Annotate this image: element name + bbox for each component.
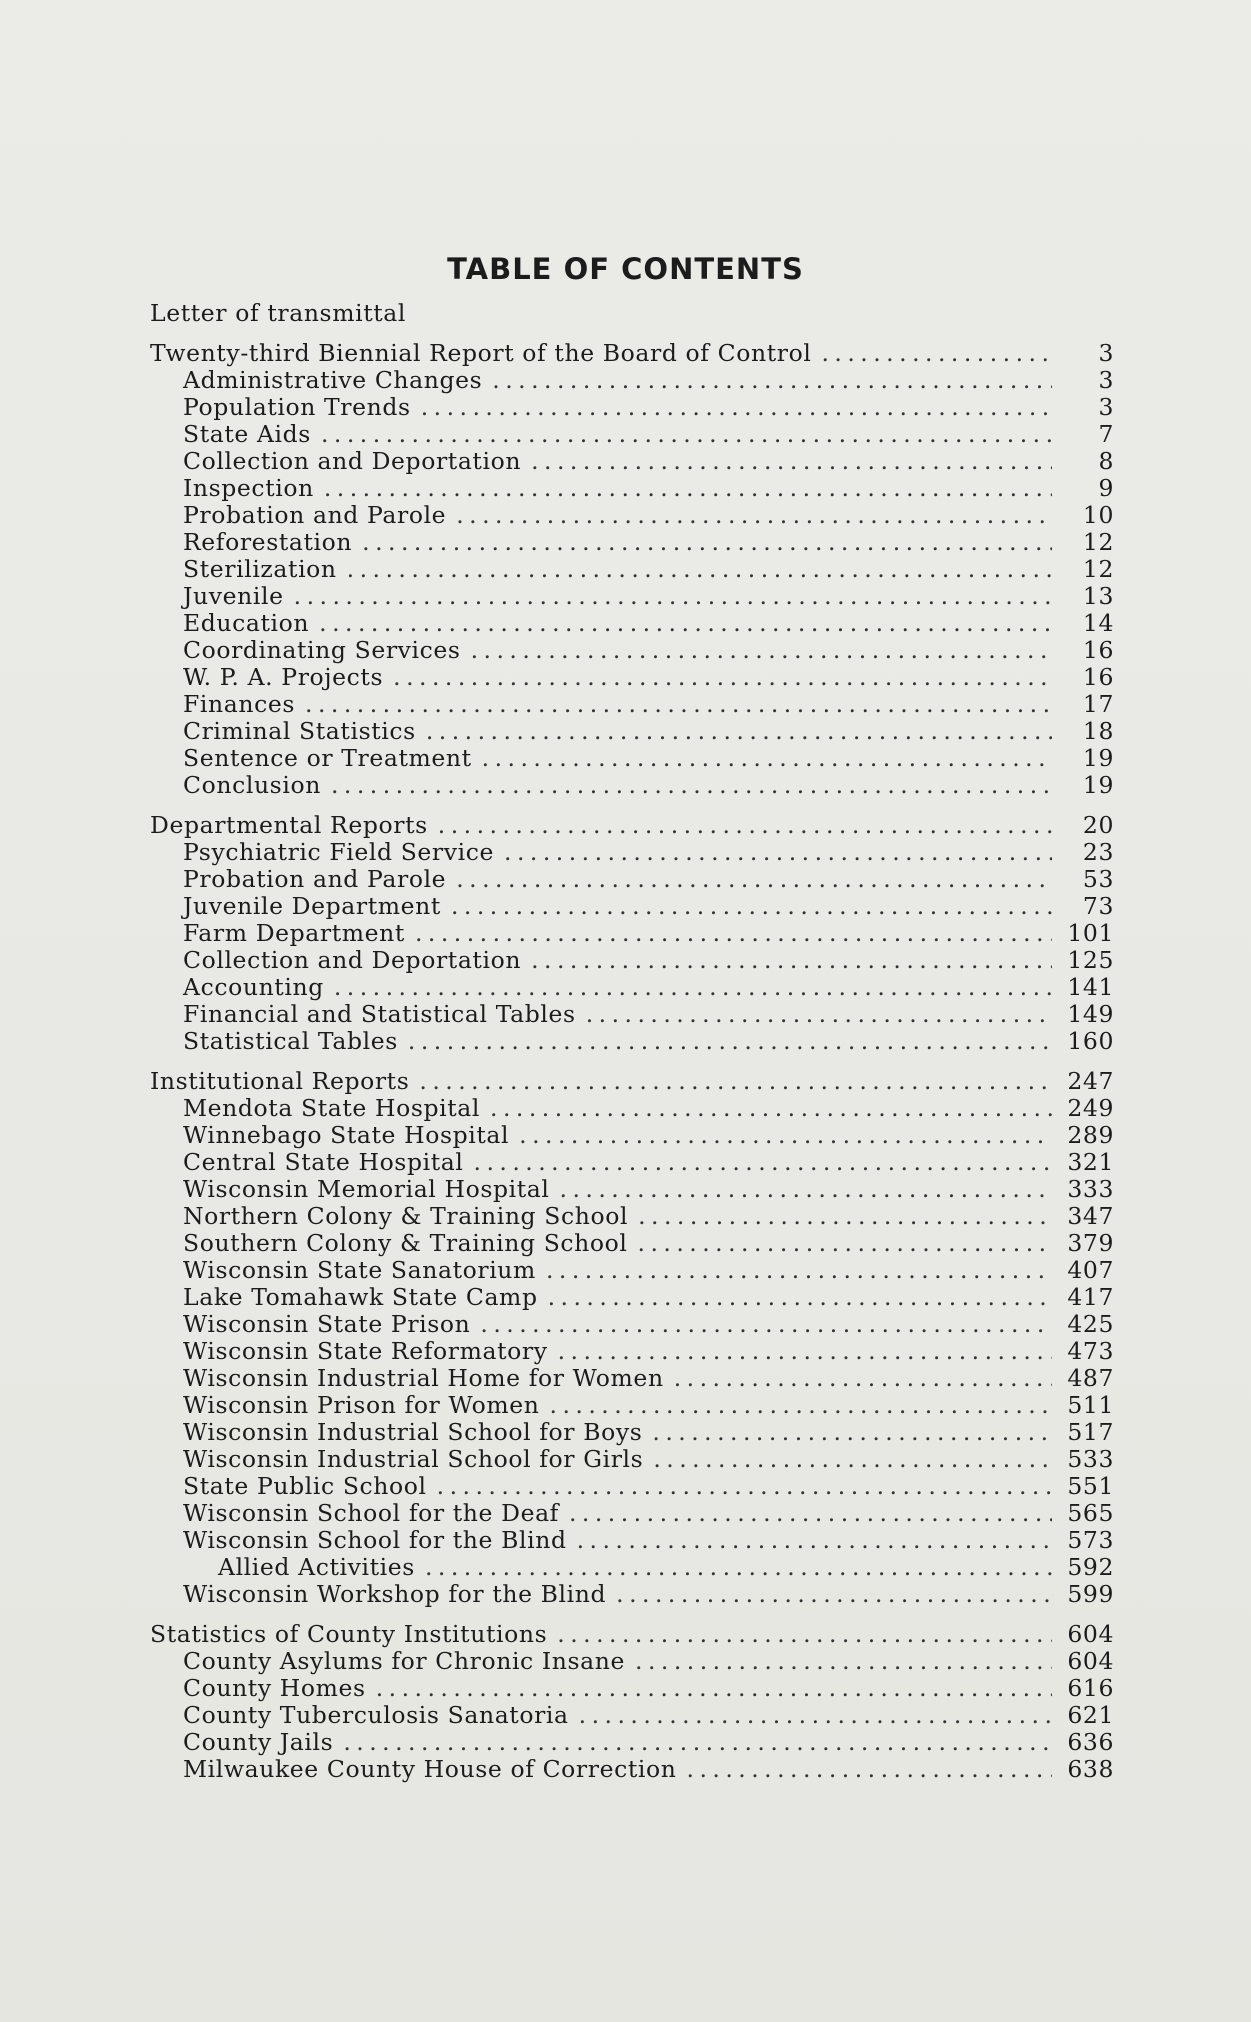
toc-entry-label: Central State Hospital <box>183 1148 464 1176</box>
toc-entry <box>150 839 1114 866</box>
toc-entry <box>150 475 1114 502</box>
toc-page-number: 249 <box>1067 1094 1114 1122</box>
leader-dots <box>474 1149 1052 1176</box>
toc-entry-label: Probation and Parole <box>183 865 447 893</box>
toc-section-heading <box>150 1621 1114 1648</box>
leader-dots <box>531 448 1052 475</box>
toc-entry-label: Administrative Changes <box>183 366 483 394</box>
leader-dots <box>471 637 1052 664</box>
toc-entry-label: Juvenile <box>183 582 284 610</box>
toc-page-number: 16 <box>1082 663 1114 691</box>
leader-dots <box>492 367 1052 394</box>
toc-page-number: 638 <box>1067 1755 1114 1783</box>
leader-dots <box>577 1527 1052 1554</box>
toc-entry-label: Wisconsin Workshop for the Blind <box>183 1580 607 1608</box>
toc-entry <box>150 1122 1114 1149</box>
toc-entry <box>150 1203 1114 1230</box>
toc-page-number: 20 <box>1082 811 1114 839</box>
toc-page-number: 604 <box>1067 1647 1114 1675</box>
leader-dots <box>437 1473 1052 1500</box>
leader-dots <box>546 1257 1052 1284</box>
toc-entry <box>150 1756 1114 1783</box>
leader-dots <box>638 1203 1052 1230</box>
leader-dots <box>426 718 1052 745</box>
toc-entry <box>150 1648 1114 1675</box>
toc-entry <box>150 893 1114 920</box>
toc-entry <box>150 947 1114 974</box>
leader-dots <box>294 583 1052 610</box>
toc-entry-label: Financial and Statistical Tables <box>183 1000 576 1028</box>
leader-dots <box>438 812 1052 839</box>
toc-entry <box>150 367 1114 394</box>
toc-page-number: 599 <box>1067 1580 1114 1608</box>
toc-entry <box>150 1527 1114 1554</box>
toc-entry-label: Wisconsin State Sanatorium <box>183 1256 536 1284</box>
leader-dots <box>638 1230 1052 1257</box>
toc-page-number: 3 <box>1098 366 1114 394</box>
toc-entry-label: Winnebago State Hospital <box>183 1121 510 1149</box>
toc-entry <box>150 920 1114 947</box>
toc-entry <box>150 1149 1114 1176</box>
toc-page-number: 149 <box>1067 1000 1114 1028</box>
toc-page-number: 517 <box>1067 1418 1114 1446</box>
leader-dots <box>558 1338 1052 1365</box>
toc-entry <box>150 772 1114 799</box>
toc-entry <box>150 974 1114 1001</box>
toc-page-number: 247 <box>1067 1067 1114 1095</box>
toc-section-heading <box>150 1068 1114 1095</box>
toc-section-heading <box>150 812 1114 839</box>
toc-entry <box>150 1257 1114 1284</box>
leader-dots <box>421 394 1052 421</box>
leader-dots <box>504 839 1052 866</box>
toc-entry-label: Wisconsin State Reformatory <box>183 1337 548 1365</box>
toc-entry <box>150 1392 1114 1419</box>
toc-entry-label: Wisconsin Industrial Home for Women <box>183 1364 664 1392</box>
toc-entry-label: Northern Colony & Training School <box>183 1202 629 1230</box>
toc-entry-label: Probation and Parole <box>183 501 447 529</box>
leader-dots <box>550 1392 1053 1419</box>
toc-page-number: 3 <box>1098 393 1114 421</box>
toc-page-number: 16 <box>1082 636 1114 664</box>
toc-entry-label: Departmental Reports <box>150 811 428 839</box>
toc-page-number: 636 <box>1067 1728 1114 1756</box>
toc-page-number: 18 <box>1082 717 1114 745</box>
toc-entry <box>150 1729 1114 1756</box>
toc-entry-label: Reforestation <box>183 528 353 556</box>
toc-entry-label: Southern Colony & Training School <box>183 1229 628 1257</box>
toc-entry-label: Wisconsin Industrial School for Girls <box>183 1445 644 1473</box>
leader-dots <box>305 691 1052 718</box>
leader-dots <box>652 1419 1052 1446</box>
toc-page-number: 14 <box>1082 609 1114 637</box>
toc-entry-label: Collection and Deportation <box>183 447 522 475</box>
toc-page-number: 17 <box>1082 690 1114 718</box>
toc-entry-label: Wisconsin School for the Deaf <box>183 1499 559 1527</box>
leader-dots <box>415 920 1052 947</box>
toc-page-number: 12 <box>1082 555 1114 583</box>
toc-page-number: 487 <box>1067 1364 1114 1392</box>
toc-entry <box>150 1284 1114 1311</box>
leader-dots <box>821 340 1052 367</box>
toc-page-number: 12 <box>1082 528 1114 556</box>
toc-entry-label: County Jails <box>183 1728 334 1756</box>
toc-page-number: 19 <box>1082 744 1114 772</box>
toc-entry <box>150 1365 1114 1392</box>
page-title: TABLE OF CONTENTS <box>447 252 804 286</box>
leader-dots <box>586 1001 1052 1028</box>
toc-page-number: 13 <box>1082 582 1114 610</box>
toc-entry <box>150 1675 1114 1702</box>
leader-dots <box>579 1702 1052 1729</box>
toc-entry-label: Lake Tomahawk State Camp <box>183 1283 538 1311</box>
toc-entry-label: Mendota State Hospital <box>183 1094 481 1122</box>
toc-entry-label: Collection and Deportation <box>183 946 522 974</box>
leader-dots <box>419 1068 1052 1095</box>
toc-entry-label: State Aids <box>183 420 311 448</box>
toc-entry <box>150 421 1114 448</box>
toc-page-number: 473 <box>1067 1337 1114 1365</box>
toc-page-number: 407 <box>1067 1256 1114 1284</box>
toc-page-number: 551 <box>1067 1472 1114 1500</box>
leader-dots <box>393 664 1052 691</box>
toc-page-number: 10 <box>1082 501 1114 529</box>
toc-entry <box>150 610 1114 637</box>
toc-entry-label: Twenty-third Biennial Report of the Board of Control <box>150 339 812 367</box>
leader-dots <box>321 421 1052 448</box>
toc-entry-label: County Asylums for Chronic Insane <box>183 1647 626 1675</box>
leader-dots <box>569 1500 1052 1527</box>
leader-dots <box>482 745 1052 772</box>
toc-page-number: 616 <box>1067 1674 1114 1702</box>
leader-dots <box>347 556 1052 583</box>
toc-entry-label: Criminal Statistics <box>183 717 416 745</box>
toc-page-number: 7 <box>1098 420 1114 448</box>
toc-page-number: 19 <box>1082 771 1114 799</box>
toc-page-number: 425 <box>1067 1310 1114 1338</box>
leader-dots <box>343 1729 1052 1756</box>
toc-entry <box>150 637 1114 664</box>
toc-entry <box>150 664 1114 691</box>
toc-page-number: 289 <box>1067 1121 1114 1149</box>
leader-dots <box>451 893 1052 920</box>
toc-page-number: 73 <box>1082 892 1114 920</box>
toc-page-number: 3 <box>1098 339 1114 367</box>
toc-entry <box>150 1095 1114 1122</box>
toc-page-number: 592 <box>1067 1553 1114 1581</box>
toc-entry <box>150 1230 1114 1257</box>
toc-entry-label: Coordinating Services <box>183 636 461 664</box>
toc-entry-label: State Public School <box>183 1472 427 1500</box>
leader-dots <box>324 475 1052 502</box>
toc-section-heading <box>150 340 1114 367</box>
toc-entry <box>150 502 1114 529</box>
toc-entry-label: Wisconsin Memorial Hospital <box>183 1175 550 1203</box>
toc-page-number: 160 <box>1067 1027 1114 1055</box>
toc-page-number: 573 <box>1067 1526 1114 1554</box>
toc-page-number: 9 <box>1098 474 1114 502</box>
toc-page-number: 101 <box>1067 919 1114 947</box>
toc-entry <box>150 556 1114 583</box>
toc-entry-label: Sentence or Treatment <box>183 744 472 772</box>
toc-page-number: 321 <box>1067 1148 1114 1176</box>
leader-dots <box>548 1284 1052 1311</box>
toc-entry <box>150 1001 1114 1028</box>
toc-entry-letter <box>150 300 1114 327</box>
toc-entry-label: Institutional Reports <box>150 1067 410 1095</box>
toc-entry-label: Wisconsin School for the Blind <box>183 1526 567 1554</box>
toc-entry <box>150 1446 1114 1473</box>
toc-entry <box>150 1338 1114 1365</box>
toc-entry-label: Population Trends <box>183 393 411 421</box>
leader-dots <box>674 1365 1052 1392</box>
leader-dots <box>635 1648 1052 1675</box>
toc-entry-label: Allied Activities <box>218 1553 415 1581</box>
leader-dots <box>490 1095 1052 1122</box>
toc-entry-label: W. P. A. Projects <box>183 663 384 691</box>
toc-entry <box>150 745 1114 772</box>
toc-entry-label: Conclusion <box>183 771 321 799</box>
toc-page-number: 347 <box>1067 1202 1114 1230</box>
toc-page-number: 511 <box>1067 1391 1114 1419</box>
toc-entry <box>150 448 1114 475</box>
toc-page-number: 379 <box>1067 1229 1114 1257</box>
leader-dots <box>425 1554 1052 1581</box>
leader-dots <box>331 772 1052 799</box>
toc-entry-label: County Homes <box>183 1674 366 1702</box>
leader-dots <box>653 1446 1052 1473</box>
leader-dots <box>560 1176 1052 1203</box>
toc-page-number: 621 <box>1067 1701 1114 1729</box>
leader-dots <box>456 866 1052 893</box>
toc-entry-label: Statistical Tables <box>183 1027 398 1055</box>
toc-entry <box>150 1554 1114 1581</box>
leader-dots <box>519 1122 1052 1149</box>
toc-entry <box>150 718 1114 745</box>
leader-dots <box>557 1621 1052 1648</box>
toc-page-number: 333 <box>1067 1175 1114 1203</box>
toc-entry <box>150 1028 1114 1055</box>
leader-dots <box>362 529 1052 556</box>
toc-entry-label: Milwaukee County House of Correction <box>183 1755 677 1783</box>
toc-page-number: 604 <box>1067 1620 1114 1648</box>
toc-page-number: 23 <box>1082 838 1114 866</box>
toc-entry-label: Psychiatric Field Service <box>183 838 495 866</box>
leader-dots <box>319 610 1052 637</box>
toc-entry <box>150 1419 1114 1446</box>
leader-dots <box>687 1756 1052 1783</box>
leader-dots <box>408 1028 1052 1055</box>
toc-entry <box>150 691 1114 718</box>
toc-page-number: 141 <box>1067 973 1114 1001</box>
toc-entry <box>150 1581 1114 1608</box>
toc-page-number: 417 <box>1067 1283 1114 1311</box>
leader-dots <box>334 974 1052 1001</box>
toc-entry-label: County Tuberculosis Sanatoria <box>183 1701 569 1729</box>
toc-entry-label: Wisconsin State Prison <box>183 1310 471 1338</box>
toc-entry-label: Letter of transmittal <box>150 299 407 327</box>
toc-entry <box>150 1473 1114 1500</box>
table-of-contents <box>150 300 1114 1783</box>
toc-page-number: 533 <box>1067 1445 1114 1473</box>
toc-entry-label: Finances <box>183 690 296 718</box>
leader-dots <box>531 947 1052 974</box>
toc-entry <box>150 1500 1114 1527</box>
toc-page-number: 53 <box>1082 865 1114 893</box>
leader-dots <box>456 502 1052 529</box>
toc-page-number: 8 <box>1098 447 1114 475</box>
toc-page-number: 125 <box>1067 946 1114 974</box>
toc-entry <box>150 1176 1114 1203</box>
leader-dots <box>616 1581 1052 1608</box>
toc-entry <box>150 394 1114 421</box>
toc-entry <box>150 866 1114 893</box>
toc-entry-label: Wisconsin Prison for Women <box>183 1391 540 1419</box>
toc-entry-label: Sterilization <box>183 555 337 583</box>
toc-entry-label: Education <box>183 609 310 637</box>
toc-entry <box>150 529 1114 556</box>
toc-entry-label: Farm Department <box>183 919 405 947</box>
leader-dots <box>480 1311 1052 1338</box>
toc-entry-label: Wisconsin Industrial School for Boys <box>183 1418 643 1446</box>
toc-entry <box>150 1311 1114 1338</box>
toc-entry-label: Accounting <box>183 973 324 1001</box>
toc-entry <box>150 1702 1114 1729</box>
leader-dots <box>376 1675 1052 1702</box>
toc-entry-label: Juvenile Department <box>183 892 441 920</box>
toc-entry <box>150 583 1114 610</box>
toc-page-number: 565 <box>1067 1499 1114 1527</box>
toc-entry-label: Inspection <box>183 474 314 502</box>
toc-entry-label: Statistics of County Institutions <box>150 1620 548 1648</box>
